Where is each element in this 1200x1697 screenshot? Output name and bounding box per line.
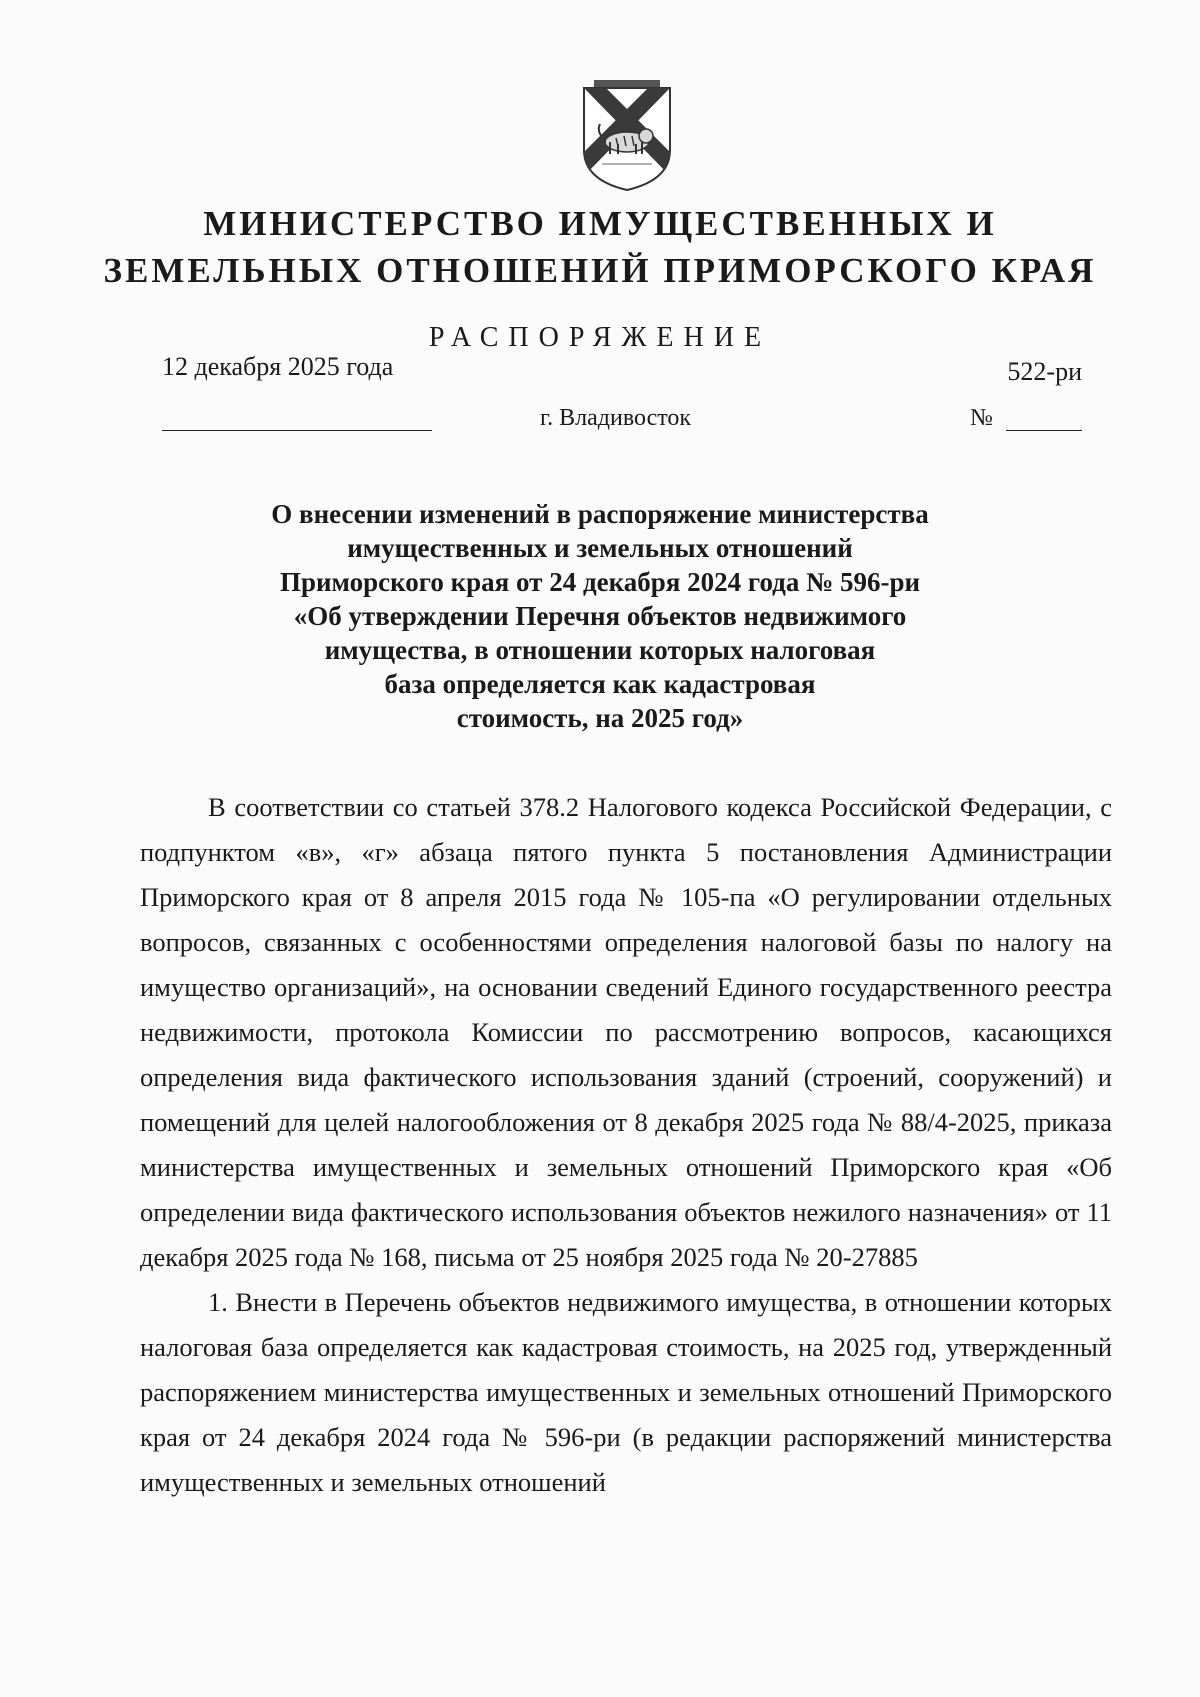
number-underline: [1006, 430, 1082, 431]
document-number: 522-ри: [1007, 357, 1082, 386]
document-date: 12 декабря 2025 года: [162, 352, 394, 381]
body-paragraph-item-1: 1. Внести в Перечень объектов недвижимого имущества, в отношении которых налоговая база определяется как кадастровая стоимость, на 2025 год, утвержденный распоряжением министерства имущественных и земельных отношений Приморского края от 24 декабря 2024 года № 596-ри (в редакции распоряжений министерства имущественных и земельных отношений: [140, 1287, 1112, 1497]
document-type: РАСПОРЯЖЕНИЕ: [428, 322, 772, 353]
coat-of-arms-icon: [580, 80, 674, 192]
subject-line: стоимость, на 2025 год»: [456, 703, 744, 733]
subject-line: «Об утверждении Перечня объектов недвижимого: [293, 601, 907, 631]
subject-line: база определяется как кадастровая: [384, 669, 816, 699]
ministry-name-line-1: МИНИСТЕРСТВО ИМУЩЕСТВЕННЫХ И: [203, 204, 997, 243]
body-paragraph-preamble: В соответствии со статьей 378.2 Налогового кодекса Российской Федерации, с подпунктом «в», «г» абзаца пятого пункта 5 постановления Администрации Приморского края от 8 апреля 2015 года № 105-па «О регулировании отдельных вопросов, связанных с особенностями определения налоговой базы по налогу на имущество организаций», на основании сведений Единого государственного реестра недвижимости, протокола Комиссии по рассмотрению вопросов, касающихся определения вида фактического использования зданий (строений, сооружений) и помещений для целей налогообложения от 8 декабря 2025 года № 88/4-2025, приказа министерства имущественных и земельных отношений Приморского края «Об определении вида фактического использования объектов нежилого назначения» от 11 декабря 2025 года № 168, письма от 25 ноября 2025 года № 20-27885: [140, 792, 1112, 1272]
subject-line: Приморского края от 24 декабря 2024 года № 596-ри: [279, 567, 921, 597]
document-subject: [250, 497, 950, 735]
subject-line: имущества, в отношении которых налоговая: [324, 635, 876, 665]
ministry-name: [100, 200, 1100, 294]
date-underline: [162, 430, 432, 431]
ministry-name-line-2: ЗЕМЕЛЬНЫХ ОТНОШЕНИЙ ПРИМОРСКОГО КРАЯ: [103, 251, 1097, 290]
number-label: №: [970, 405, 993, 431]
document-city: г. Владивосток: [540, 405, 692, 431]
subject-line: имущественных и земельных отношений: [347, 533, 853, 563]
subject-line: О внесении изменений в распоряжение министерства: [271, 499, 929, 529]
document-body: [140, 785, 1112, 1505]
